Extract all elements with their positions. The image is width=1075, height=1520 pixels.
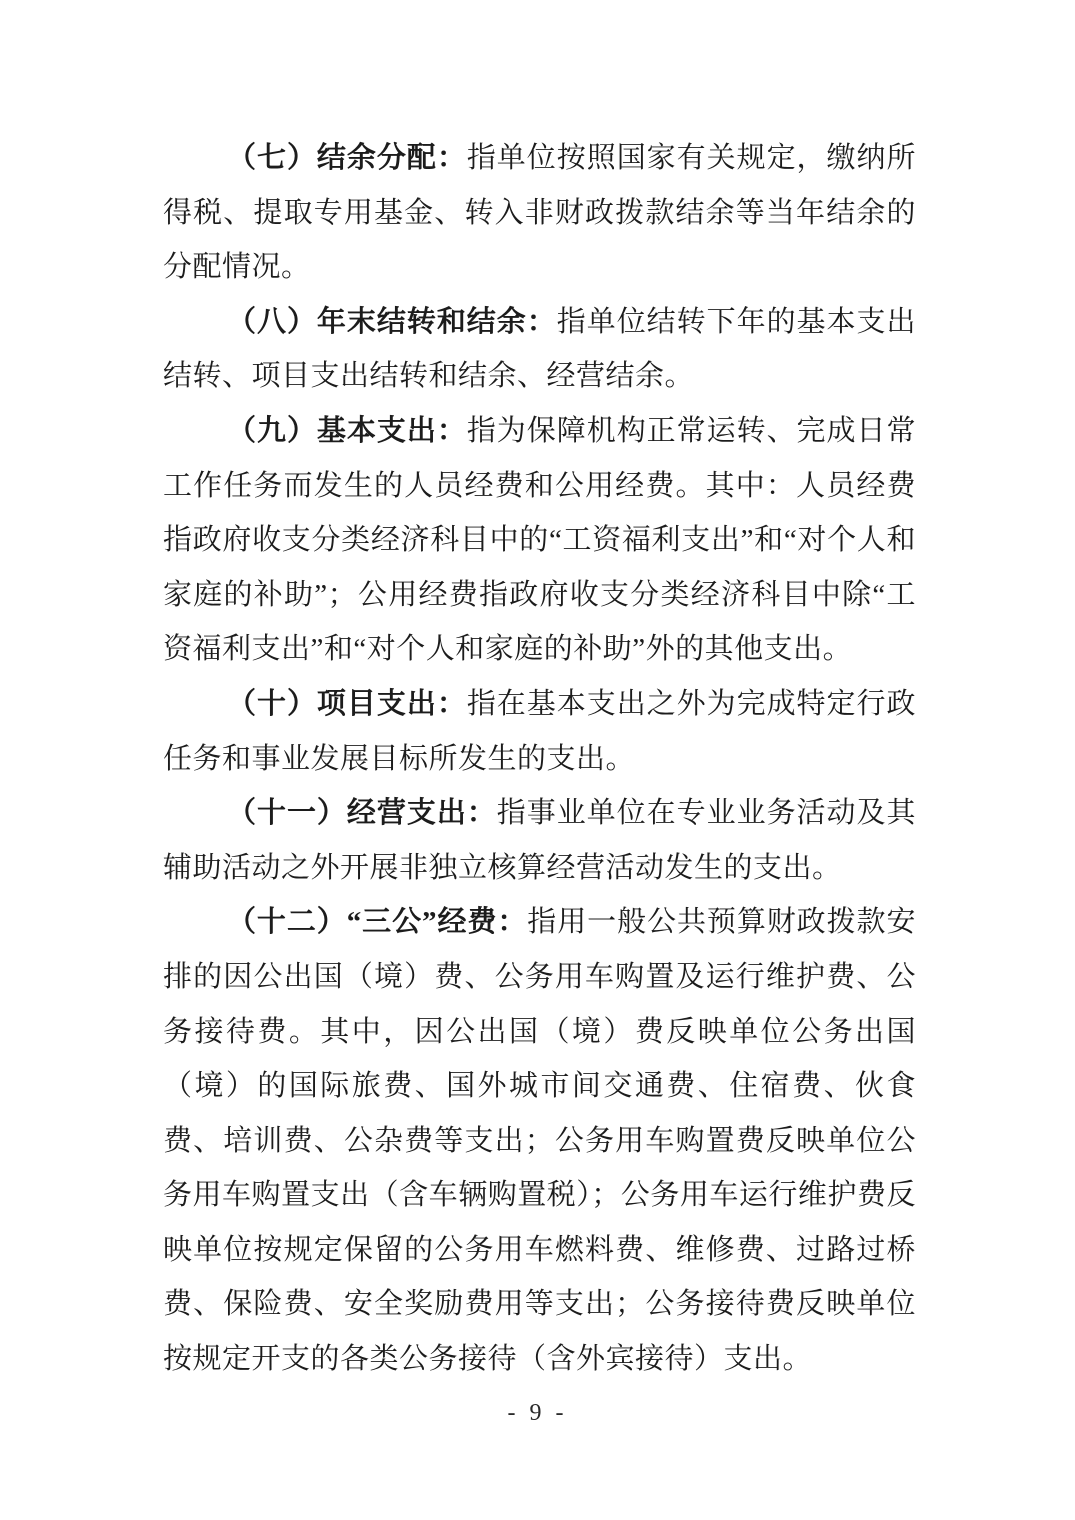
paragraph-section-12 (163, 895, 916, 1386)
section-7-heading: （七）结余分配： (227, 142, 467, 174)
section-8-heading: （八）年末结转和结余： (227, 305, 557, 338)
section-9-body: 指为保障机构正常运转、完成日常工作任务而发生的人员经费和公用经费。其中：人员经费指政府收支分类经济科目中的“工资福利支出”和“对个人和家庭的补助”；公用经费指政府收支分类经济科目中除“工资福利支出”和“对个人和家庭的补助”外的其他支出。 (163, 414, 916, 666)
section-9-heading: （九）基本支出： (227, 414, 467, 447)
paragraph-section-9 (163, 404, 916, 677)
section-12-heading: （十二）“三公”经费： (227, 906, 528, 939)
section-12-body: 指用一般公共预算财政拨款安排的因公出国（境）费、公务用车购置及运行维护费、公务接待费。其中，因公出国（境）费反映单位公务出国（境）的国际旅费、国外城市间交通费、住宿费、伙食费、培训费、公杂费等支出；公务用车购置费反映单位公务用车购置支出（含车辆购置税）；公务用车运行维护费反映单位按规定保留的公务用车燃料费、维修费、过路过桥费、保险费、安全奖励费用等支出；公务接待费反映单位按规定开支的各类公务接待（含外宾接待）支出。 (163, 906, 916, 1376)
section-10-body: 指在基本支出之外为完成特定行政任务和事业发展目标所发生的支出。 (163, 687, 916, 775)
paragraph-section-8 (163, 295, 916, 404)
paragraph-section-10 (163, 677, 916, 786)
paragraph-section-11 (163, 786, 916, 895)
section-7-body: 指单位按照国家有关规定，缴纳所得税、提取专用基金、转入非财政拨款结余等当年结余的分配情况。 (163, 142, 916, 284)
page-number: - 9 - (507, 1400, 568, 1426)
paragraph-section-7 (163, 131, 916, 295)
document-body (163, 131, 916, 1387)
section-11-heading: （十一）经营支出： (227, 797, 497, 830)
section-8-body: 指单位结转下年的基本支出结转、项目支出结转和结余、经营结余。 (163, 305, 916, 393)
section-11-body: 指事业单位在专业业务活动及其辅助活动之外开展非独立核算经营活动发生的支出。 (163, 797, 916, 884)
section-10-heading: （十）项目支出： (227, 687, 467, 720)
